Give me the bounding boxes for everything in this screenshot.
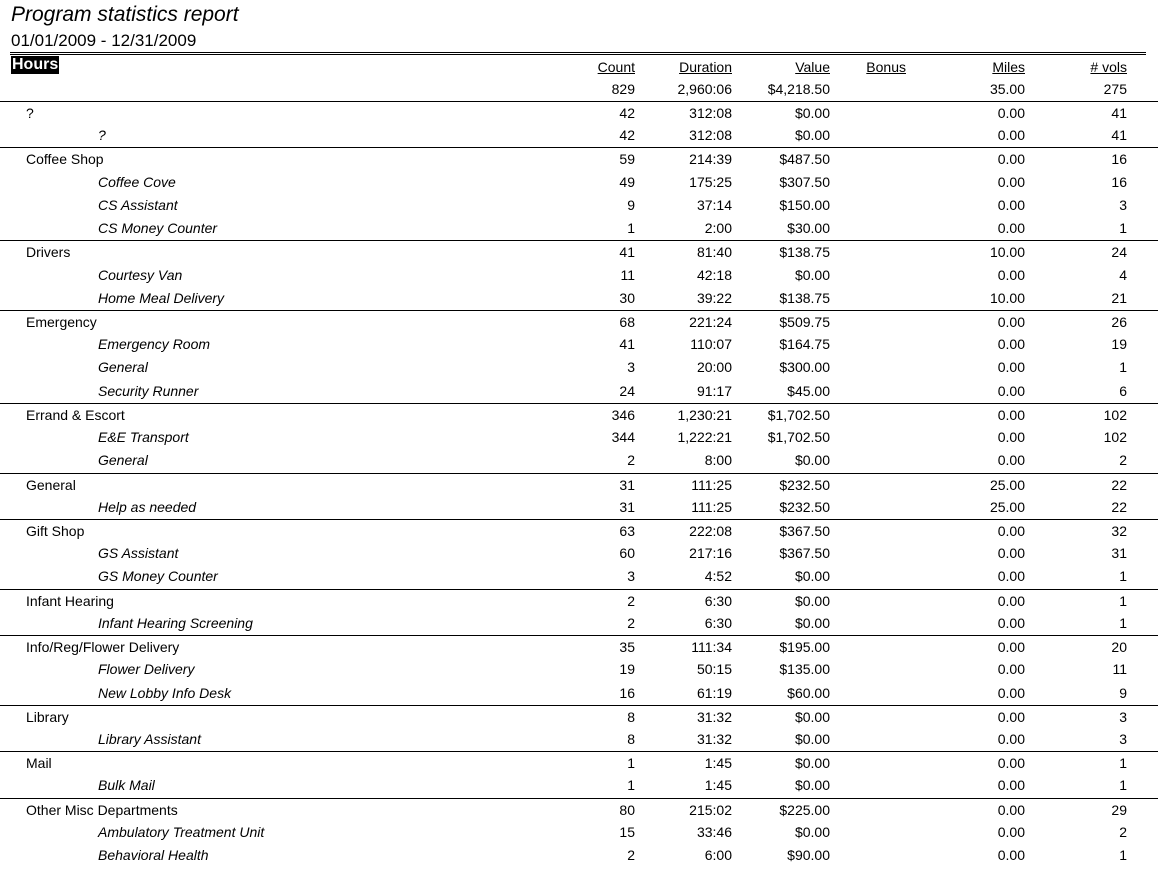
- cell-count: 2: [627, 847, 635, 863]
- total-duration: 2,960:06: [677, 81, 732, 97]
- cell-miles: 0.00: [997, 314, 1025, 330]
- program-name: Coffee Cove: [98, 174, 176, 190]
- cell-count: 42: [619, 105, 635, 121]
- cell-value: $0.00: [794, 777, 830, 793]
- section-label: Hours: [12, 56, 59, 73]
- cell-vols: 16: [1111, 151, 1127, 167]
- cell-value: $0.00: [794, 709, 830, 725]
- cell-count: 31: [619, 477, 635, 493]
- cell-count: 19: [619, 661, 635, 677]
- cell-value: $0.00: [794, 267, 830, 283]
- program-name: Gift Shop: [26, 523, 85, 539]
- cell-value: $45.00: [787, 383, 830, 399]
- cell-vols: 16: [1111, 174, 1127, 190]
- cell-count: 80: [619, 802, 635, 818]
- cell-value: $232.50: [779, 499, 830, 515]
- cell-vols: 9: [1119, 685, 1127, 701]
- cell-miles: 0.00: [997, 777, 1025, 793]
- program-name: General: [98, 359, 148, 375]
- cell-miles: 0.00: [997, 429, 1025, 445]
- program-sub-row: [0, 380, 1158, 403]
- program-name: E&E Transport: [98, 429, 189, 445]
- program-name: Security Runner: [98, 383, 199, 399]
- cell-value: $0.00: [794, 755, 830, 771]
- program-sub-row: [0, 682, 1158, 705]
- total-miles: 35.00: [989, 81, 1025, 97]
- cell-vols: 4: [1119, 267, 1127, 283]
- cell-count: 8: [627, 731, 635, 747]
- cell-value: $0.00: [794, 568, 830, 584]
- cell-miles: 0.00: [997, 824, 1025, 840]
- program-sub-row: [0, 844, 1158, 867]
- program-sub-row: [0, 774, 1158, 797]
- program-name: Other Misc Departments: [26, 802, 178, 818]
- cell-count: 42: [619, 127, 635, 143]
- program-sub-row: [0, 217, 1158, 240]
- cell-vols: 11: [1112, 661, 1127, 677]
- cell-count: 11: [620, 267, 635, 283]
- cell-count: 24: [619, 383, 635, 399]
- program-group-row: [0, 147, 1158, 170]
- program-name: CS Money Counter: [98, 220, 218, 236]
- program-name: Ambulatory Treatment Unit: [98, 824, 265, 840]
- program-sub-row: [0, 124, 1158, 147]
- cell-miles: 0.00: [997, 847, 1025, 863]
- cell-miles: 0.00: [997, 709, 1025, 725]
- cell-value: $487.50: [779, 151, 830, 167]
- cell-value: $225.00: [779, 802, 830, 818]
- cell-count: 1: [627, 220, 635, 236]
- cell-count: 1: [627, 755, 635, 771]
- cell-duration: 6:30: [704, 593, 732, 609]
- program-sub-row: [0, 287, 1158, 310]
- cell-miles: 0.00: [997, 197, 1025, 213]
- program-group-row: [0, 519, 1158, 542]
- program-name: ?: [26, 105, 34, 121]
- program-name: Courtesy Van: [98, 267, 183, 283]
- cell-miles: 0.00: [997, 336, 1025, 352]
- report-date-range: 01/01/2009 - 12/31/2009: [11, 31, 197, 50]
- cell-value: $300.00: [779, 359, 830, 375]
- program-sub-row: [0, 565, 1158, 588]
- cell-value: $0.00: [794, 615, 830, 631]
- column-header-duration: Duration: [679, 59, 732, 75]
- cell-duration: 312:08: [689, 127, 732, 143]
- header-rule-bottom: [10, 54, 1146, 55]
- cell-duration: 37:14: [696, 197, 732, 213]
- cell-vols: 19: [1111, 336, 1127, 352]
- cell-count: 2: [627, 593, 635, 609]
- cell-vols: 26: [1111, 314, 1127, 330]
- cell-value: $195.00: [779, 639, 830, 655]
- cell-duration: 221:24: [689, 314, 732, 330]
- cell-miles: 0.00: [997, 105, 1025, 121]
- cell-count: 2: [627, 615, 635, 631]
- program-sub-row: [0, 426, 1158, 449]
- cell-vols: 41: [1111, 127, 1127, 143]
- cell-miles: 0.00: [997, 661, 1025, 677]
- cell-miles: 0.00: [997, 452, 1025, 468]
- cell-value: $367.50: [779, 545, 830, 561]
- cell-count: 31: [619, 499, 635, 515]
- cell-miles: 0.00: [997, 593, 1025, 609]
- cell-count: 344: [611, 429, 635, 445]
- cell-duration: 31:32: [696, 709, 732, 725]
- cell-duration: 111:25: [691, 477, 732, 493]
- cell-duration: 175:25: [689, 174, 732, 190]
- cell-value: $307.50: [779, 174, 830, 190]
- program-name: Library: [26, 709, 69, 725]
- cell-count: 41: [619, 336, 635, 352]
- cell-duration: 4:52: [704, 568, 732, 584]
- program-name: General: [98, 452, 148, 468]
- column-header-miles: Miles: [992, 59, 1025, 75]
- program-group-row: [0, 705, 1158, 728]
- cell-count: 59: [619, 151, 635, 167]
- cell-duration: 1,230:21: [677, 407, 732, 423]
- cell-count: 8: [627, 709, 635, 725]
- cell-duration: 8:00: [704, 452, 732, 468]
- program-name: Mail: [26, 755, 52, 771]
- program-name: Emergency Room: [98, 336, 211, 352]
- cell-value: $90.00: [787, 847, 830, 863]
- cell-duration: 50:15: [696, 661, 732, 677]
- cell-duration: 91:17: [696, 383, 732, 399]
- program-sub-row: [0, 542, 1158, 565]
- cell-count: 3: [627, 359, 635, 375]
- program-sub-row: [0, 658, 1158, 681]
- cell-vols: 3: [1119, 709, 1127, 725]
- total-count: 829: [611, 81, 635, 97]
- cell-miles: 10.00: [989, 244, 1025, 260]
- program-sub-row: [0, 171, 1158, 194]
- cell-duration: 1:45: [704, 777, 732, 793]
- cell-value: $164.75: [779, 336, 830, 352]
- program-name: Coffee Shop: [26, 151, 104, 167]
- cell-vols: 1: [1119, 593, 1127, 609]
- cell-duration: 312:08: [689, 105, 732, 121]
- cell-miles: 25.00: [989, 499, 1025, 515]
- program-name: CS Assistant: [98, 197, 178, 213]
- cell-duration: 2:00: [704, 220, 732, 236]
- cell-count: 63: [619, 523, 635, 539]
- cell-miles: 0.00: [997, 802, 1025, 818]
- cell-miles: 0.00: [997, 523, 1025, 539]
- cell-duration: 214:39: [689, 151, 732, 167]
- program-group-row: [0, 635, 1158, 658]
- cell-count: 1: [627, 777, 635, 793]
- cell-value: $1,702.50: [767, 429, 830, 445]
- cell-duration: 39:22: [696, 290, 732, 306]
- cell-count: 15: [619, 824, 635, 840]
- cell-vols: 1: [1119, 359, 1127, 375]
- cell-miles: 0.00: [997, 174, 1025, 190]
- cell-duration: 61:19: [696, 685, 732, 701]
- cell-count: 68: [619, 314, 635, 330]
- cell-count: 41: [619, 244, 635, 260]
- cell-count: 2: [627, 452, 635, 468]
- program-name: Behavioral Health: [98, 847, 209, 863]
- cell-duration: 110:07: [690, 336, 732, 352]
- program-group-row: [0, 798, 1158, 821]
- cell-value: $60.00: [787, 685, 830, 701]
- cell-value: $0.00: [794, 127, 830, 143]
- cell-value: $232.50: [779, 477, 830, 493]
- cell-vols: 3: [1119, 731, 1127, 747]
- cell-value: $1,702.50: [767, 407, 830, 423]
- program-sub-row: [0, 333, 1158, 356]
- cell-duration: 111:25: [691, 499, 732, 515]
- column-header-bonus: Bonus: [866, 59, 906, 75]
- cell-count: 60: [619, 545, 635, 561]
- report-title: Program statistics report: [11, 3, 239, 26]
- cell-vols: 3: [1119, 197, 1127, 213]
- cell-value: $0.00: [794, 105, 830, 121]
- cell-miles: 10.00: [989, 290, 1025, 306]
- column-header-vols: # vols: [1090, 59, 1127, 75]
- cell-duration: 215:02: [689, 802, 732, 818]
- program-name: Help as needed: [98, 499, 197, 515]
- cell-value: $367.50: [779, 523, 830, 539]
- cell-value: $509.75: [779, 314, 830, 330]
- cell-vols: 1: [1119, 847, 1127, 863]
- program-name: Infant Hearing Screening: [98, 615, 253, 631]
- cell-duration: 1,222:21: [677, 429, 732, 445]
- cell-vols: 102: [1103, 429, 1127, 445]
- cell-duration: 111:34: [691, 639, 732, 655]
- cell-miles: 0.00: [997, 685, 1025, 701]
- cell-duration: 20:00: [696, 359, 732, 375]
- total-vols: 275: [1103, 81, 1127, 97]
- program-sub-row: [0, 612, 1158, 635]
- program-name: General: [26, 477, 76, 493]
- cell-duration: 33:46: [696, 824, 732, 840]
- program-name: Emergency: [26, 314, 97, 330]
- program-group-row: [0, 751, 1158, 774]
- program-name: Infant Hearing: [26, 593, 114, 609]
- cell-vols: 2: [1119, 452, 1127, 468]
- program-name: ?: [98, 127, 106, 143]
- program-name: Info/Reg/Flower Delivery: [26, 639, 180, 655]
- program-name: Drivers: [26, 244, 71, 260]
- cell-value: $150.00: [779, 197, 830, 213]
- totals-row: [0, 78, 1158, 101]
- cell-count: 16: [619, 685, 635, 701]
- cell-vols: 1: [1119, 568, 1127, 584]
- cell-vols: 1: [1119, 615, 1127, 631]
- cell-miles: 0.00: [997, 359, 1025, 375]
- program-sub-row: [0, 194, 1158, 217]
- cell-duration: 217:16: [689, 545, 732, 561]
- program-group-row: [0, 240, 1158, 263]
- program-name: Flower Delivery: [98, 661, 195, 677]
- cell-value: $0.00: [794, 731, 830, 747]
- cell-vols: 21: [1111, 290, 1127, 306]
- program-group-row: [0, 310, 1158, 333]
- cell-count: 35: [619, 639, 635, 655]
- cell-duration: 81:40: [696, 244, 732, 260]
- cell-value: $30.00: [787, 220, 830, 236]
- cell-value: $138.75: [779, 290, 830, 306]
- cell-value: $0.00: [794, 452, 830, 468]
- program-sub-row: [0, 821, 1158, 844]
- cell-duration: 31:32: [696, 731, 732, 747]
- cell-miles: 0.00: [997, 407, 1025, 423]
- cell-miles: 0.00: [997, 568, 1025, 584]
- cell-vols: 22: [1111, 477, 1127, 493]
- cell-miles: 0.00: [997, 220, 1025, 236]
- cell-duration: 1:45: [704, 755, 732, 771]
- cell-miles: 0.00: [997, 755, 1025, 771]
- program-name: New Lobby Info Desk: [98, 685, 232, 701]
- cell-vols: 41: [1111, 105, 1127, 121]
- cell-miles: 0.00: [997, 383, 1025, 399]
- cell-count: 346: [611, 407, 635, 423]
- program-group-row: [0, 403, 1158, 426]
- cell-duration: 42:18: [696, 267, 732, 283]
- header-rule-top: [10, 52, 1146, 53]
- cell-count: 3: [627, 568, 635, 584]
- program-sub-row: [0, 264, 1158, 287]
- program-sub-row: [0, 356, 1158, 379]
- cell-miles: 0.00: [997, 151, 1025, 167]
- cell-miles: 0.00: [997, 639, 1025, 655]
- cell-miles: 0.00: [997, 731, 1025, 747]
- cell-vols: 2: [1119, 824, 1127, 840]
- program-name: GS Money Counter: [98, 568, 218, 584]
- cell-vols: 1: [1119, 777, 1127, 793]
- cell-miles: 0.00: [997, 267, 1025, 283]
- program-sub-row: [0, 449, 1158, 472]
- cell-vols: 22: [1111, 499, 1127, 515]
- program-group-row: [0, 101, 1158, 124]
- cell-value: $0.00: [794, 593, 830, 609]
- column-header-count: Count: [597, 59, 635, 75]
- cell-vols: 102: [1103, 407, 1127, 423]
- program-sub-row: [0, 496, 1158, 519]
- cell-count: 9: [627, 197, 635, 213]
- cell-miles: 0.00: [997, 545, 1025, 561]
- cell-count: 49: [619, 174, 635, 190]
- cell-miles: 25.00: [989, 477, 1025, 493]
- cell-vols: 1: [1119, 755, 1127, 771]
- program-group-row: [0, 473, 1158, 496]
- cell-count: 30: [619, 290, 635, 306]
- cell-vols: 20: [1111, 639, 1127, 655]
- cell-duration: 6:00: [704, 847, 732, 863]
- program-name: Home Meal Delivery: [98, 290, 225, 306]
- total-value: $4,218.50: [767, 81, 830, 97]
- cell-value: $0.00: [794, 824, 830, 840]
- program-name: Errand & Escort: [26, 407, 125, 423]
- cell-value: $135.00: [779, 661, 830, 677]
- cell-duration: 6:30: [704, 615, 732, 631]
- program-name: Library Assistant: [98, 731, 201, 747]
- column-header-value: Value: [795, 59, 830, 75]
- cell-vols: 32: [1111, 523, 1127, 539]
- cell-value: $138.75: [779, 244, 830, 260]
- cell-vols: 31: [1111, 545, 1127, 561]
- cell-vols: 6: [1119, 383, 1127, 399]
- cell-miles: 0.00: [997, 615, 1025, 631]
- program-group-row: [0, 589, 1158, 612]
- program-name: GS Assistant: [98, 545, 179, 561]
- cell-duration: 222:08: [689, 523, 732, 539]
- cell-vols: 1: [1119, 220, 1127, 236]
- program-name: Bulk Mail: [98, 777, 155, 793]
- cell-vols: 24: [1111, 244, 1127, 260]
- cell-miles: 0.00: [997, 127, 1025, 143]
- cell-vols: 29: [1111, 802, 1127, 818]
- program-sub-row: [0, 728, 1158, 751]
